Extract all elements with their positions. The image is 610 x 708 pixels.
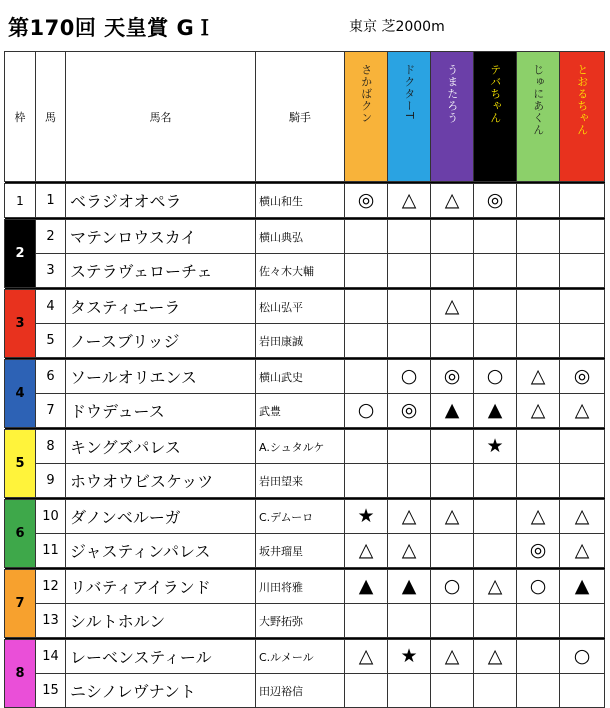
jockey-name: 佐々木大輔: [256, 254, 345, 288]
waku-cell: 1: [5, 184, 36, 218]
horse-name: マテンロウスカイ: [66, 220, 256, 254]
horse-number: 11: [36, 534, 66, 568]
prediction-mark: △: [474, 570, 517, 604]
prediction-mark: [560, 464, 605, 498]
prediction-mark: [560, 604, 605, 638]
prediction-mark: △: [517, 500, 560, 534]
prediction-mark: [431, 324, 474, 358]
prediction-mark: [388, 324, 431, 358]
horse-name: ステラヴェローチェ: [66, 254, 256, 288]
prediction-mark: ◎: [474, 184, 517, 218]
horse-number: 6: [36, 360, 66, 394]
horse-number: 2: [36, 220, 66, 254]
prediction-mark: [517, 290, 560, 324]
table-row: [5, 360, 605, 394]
predictor-header-1: [388, 52, 431, 182]
horse-number: 10: [36, 500, 66, 534]
table-row: [5, 394, 605, 428]
prediction-mark: [517, 604, 560, 638]
prediction-mark: △: [388, 184, 431, 218]
prediction-mark: [388, 604, 431, 638]
horse-name: ニシノレヴナント: [66, 674, 256, 708]
prediction-mark: [431, 604, 474, 638]
horse-number: 4: [36, 290, 66, 324]
prediction-mark: [474, 500, 517, 534]
prediction-mark: △: [431, 184, 474, 218]
prediction-mark: [474, 254, 517, 288]
prediction-mark: [345, 290, 388, 324]
predictor-name-5: とおるちゃん: [575, 64, 589, 136]
prediction-mark: ★: [388, 640, 431, 674]
prediction-mark: [517, 464, 560, 498]
prediction-mark: [517, 324, 560, 358]
table-row: [5, 430, 605, 464]
prediction-mark: [560, 290, 605, 324]
table-row: [5, 640, 605, 674]
prediction-mark: [345, 430, 388, 464]
prediction-table: [4, 51, 605, 708]
horse-number: 5: [36, 324, 66, 358]
jockey-name: 岩田望来: [256, 464, 345, 498]
horse-number: 8: [36, 430, 66, 464]
horse-name: ソールオリエンス: [66, 360, 256, 394]
prediction-mark: ▲: [431, 394, 474, 428]
prediction-mark: [431, 534, 474, 568]
jockey-name: 横山武史: [256, 360, 345, 394]
table-row: [5, 324, 605, 358]
table-row: [5, 604, 605, 638]
prediction-mark: [517, 184, 560, 218]
predictor-header-4: [517, 52, 560, 182]
horse-number: 3: [36, 254, 66, 288]
horse-name: キングズパレス: [66, 430, 256, 464]
prediction-mark: [345, 220, 388, 254]
prediction-mark: [560, 324, 605, 358]
prediction-mark: △: [560, 394, 605, 428]
prediction-mark: ○: [345, 394, 388, 428]
prediction-mark: ◎: [345, 184, 388, 218]
horse-number: 9: [36, 464, 66, 498]
header-jockey: 騎手: [256, 52, 345, 182]
prediction-mark: [345, 464, 388, 498]
race-venue: 東京 芝2000m: [349, 19, 445, 35]
prediction-mark: [388, 464, 431, 498]
prediction-mark: [431, 254, 474, 288]
horse-name: ホウオウビスケッツ: [66, 464, 256, 498]
prediction-mark: △: [560, 534, 605, 568]
waku-cell: 8: [5, 640, 36, 708]
predictor-name-3: テバちゃん: [488, 64, 502, 124]
prediction-mark: [388, 674, 431, 708]
predictor-name-1: ドクターT: [402, 64, 416, 120]
jockey-name: C.デムーロ: [256, 500, 345, 534]
prediction-mark: ◎: [517, 534, 560, 568]
predictor-name-4: じゅにあくん: [531, 64, 545, 136]
prediction-mark: [517, 640, 560, 674]
prediction-mark: [431, 220, 474, 254]
horse-number: 15: [36, 674, 66, 708]
prediction-mark: ▲: [560, 570, 605, 604]
predictor-name-0: さかばクン: [359, 64, 373, 124]
prediction-mark: ★: [474, 430, 517, 464]
prediction-mark: [388, 254, 431, 288]
predictor-header-5: [560, 52, 605, 182]
prediction-mark: [474, 464, 517, 498]
predictor-header-0: [345, 52, 388, 182]
prediction-mark: [517, 254, 560, 288]
horse-name: レーベンスティール: [66, 640, 256, 674]
prediction-mark: [345, 324, 388, 358]
prediction-mark: [345, 254, 388, 288]
prediction-mark: ◎: [388, 394, 431, 428]
waku-cell: 6: [5, 500, 36, 568]
prediction-mark: △: [431, 290, 474, 324]
prediction-mark: △: [560, 500, 605, 534]
prediction-mark: [388, 430, 431, 464]
waku-cell: 2: [5, 220, 36, 288]
prediction-mark: [560, 430, 605, 464]
prediction-mark: ○: [474, 360, 517, 394]
prediction-mark: △: [517, 360, 560, 394]
prediction-mark: △: [431, 500, 474, 534]
horse-number: 7: [36, 394, 66, 428]
prediction-mark: [560, 674, 605, 708]
horse-name: ノースブリッジ: [66, 324, 256, 358]
table-row: [5, 220, 605, 254]
prediction-mark: [474, 604, 517, 638]
prediction-mark: [431, 430, 474, 464]
prediction-mark: ○: [560, 640, 605, 674]
jockey-name: C.ルメール: [256, 640, 345, 674]
prediction-mark: ○: [388, 360, 431, 394]
prediction-mark: [560, 220, 605, 254]
prediction-mark: △: [388, 500, 431, 534]
table-row: [5, 674, 605, 708]
table-row: [5, 500, 605, 534]
prediction-mark: ▲: [345, 570, 388, 604]
prediction-mark: △: [345, 640, 388, 674]
header-waku: 枠: [5, 52, 36, 182]
prediction-mark: [517, 430, 560, 464]
table-row: [5, 464, 605, 498]
horse-name: ダノンベルーガ: [66, 500, 256, 534]
horse-name: ジャスティンパレス: [66, 534, 256, 568]
prediction-mark: ▲: [388, 570, 431, 604]
table-row: [5, 184, 605, 218]
jockey-name: 坂井瑠星: [256, 534, 345, 568]
predictor-header-2: [431, 52, 474, 182]
prediction-mark: [517, 674, 560, 708]
header-row: [5, 52, 605, 182]
prediction-mark: △: [431, 640, 474, 674]
jockey-name: 岩田康誠: [256, 324, 345, 358]
prediction-mark: △: [517, 394, 560, 428]
table-row: [5, 290, 605, 324]
waku-cell: 7: [5, 570, 36, 638]
horse-name: リバティアイランド: [66, 570, 256, 604]
table-row: [5, 570, 605, 604]
horse-name: シルトホルン: [66, 604, 256, 638]
jockey-name: 横山和生: [256, 184, 345, 218]
race-title: 第170回 天皇賞 GＩ: [8, 16, 216, 40]
jockey-name: 大野拓弥: [256, 604, 345, 638]
prediction-mark: ▲: [474, 394, 517, 428]
prediction-mark: [431, 464, 474, 498]
prediction-mark: [560, 254, 605, 288]
horse-name: タスティエーラ: [66, 290, 256, 324]
predictor-header-3: [474, 52, 517, 182]
horse-name: ベラジオオペラ: [66, 184, 256, 218]
prediction-mark: [517, 220, 560, 254]
jockey-name: 横山典弘: [256, 220, 345, 254]
prediction-mark: [388, 220, 431, 254]
waku-cell: 4: [5, 360, 36, 428]
waku-cell: 3: [5, 290, 36, 358]
prediction-mark: △: [474, 640, 517, 674]
horse-number: 13: [36, 604, 66, 638]
prediction-mark: [345, 604, 388, 638]
prediction-mark: ◎: [431, 360, 474, 394]
prediction-mark: [474, 674, 517, 708]
prediction-mark: [474, 534, 517, 568]
prediction-mark: ○: [431, 570, 474, 604]
prediction-mark: [474, 290, 517, 324]
jockey-name: 川田将雅: [256, 570, 345, 604]
prediction-mark: [388, 290, 431, 324]
prediction-mark: ○: [517, 570, 560, 604]
prediction-mark: △: [388, 534, 431, 568]
table-row: [5, 254, 605, 288]
header-umaban: 馬: [36, 52, 66, 182]
prediction-mark: [345, 360, 388, 394]
prediction-mark: [560, 184, 605, 218]
prediction-mark: ◎: [560, 360, 605, 394]
horse-number: 1: [36, 184, 66, 218]
horse-name: ドウデュース: [66, 394, 256, 428]
jockey-name: 田辺裕信: [256, 674, 345, 708]
prediction-mark: [431, 674, 474, 708]
jockey-name: 武豊: [256, 394, 345, 428]
predictor-name-2: うまたろう: [445, 64, 459, 124]
entry-rows: [5, 182, 605, 708]
prediction-mark: △: [345, 534, 388, 568]
table-row: [5, 534, 605, 568]
jockey-name: 松山弘平: [256, 290, 345, 324]
prediction-mark: ★: [345, 500, 388, 534]
waku-cell: 5: [5, 430, 36, 498]
jockey-name: A.シュタルケ: [256, 430, 345, 464]
horse-number: 14: [36, 640, 66, 674]
prediction-mark: [345, 674, 388, 708]
horse-number: 12: [36, 570, 66, 604]
header-horse-name: 馬名: [66, 52, 256, 182]
prediction-mark: [474, 220, 517, 254]
prediction-mark: [474, 324, 517, 358]
